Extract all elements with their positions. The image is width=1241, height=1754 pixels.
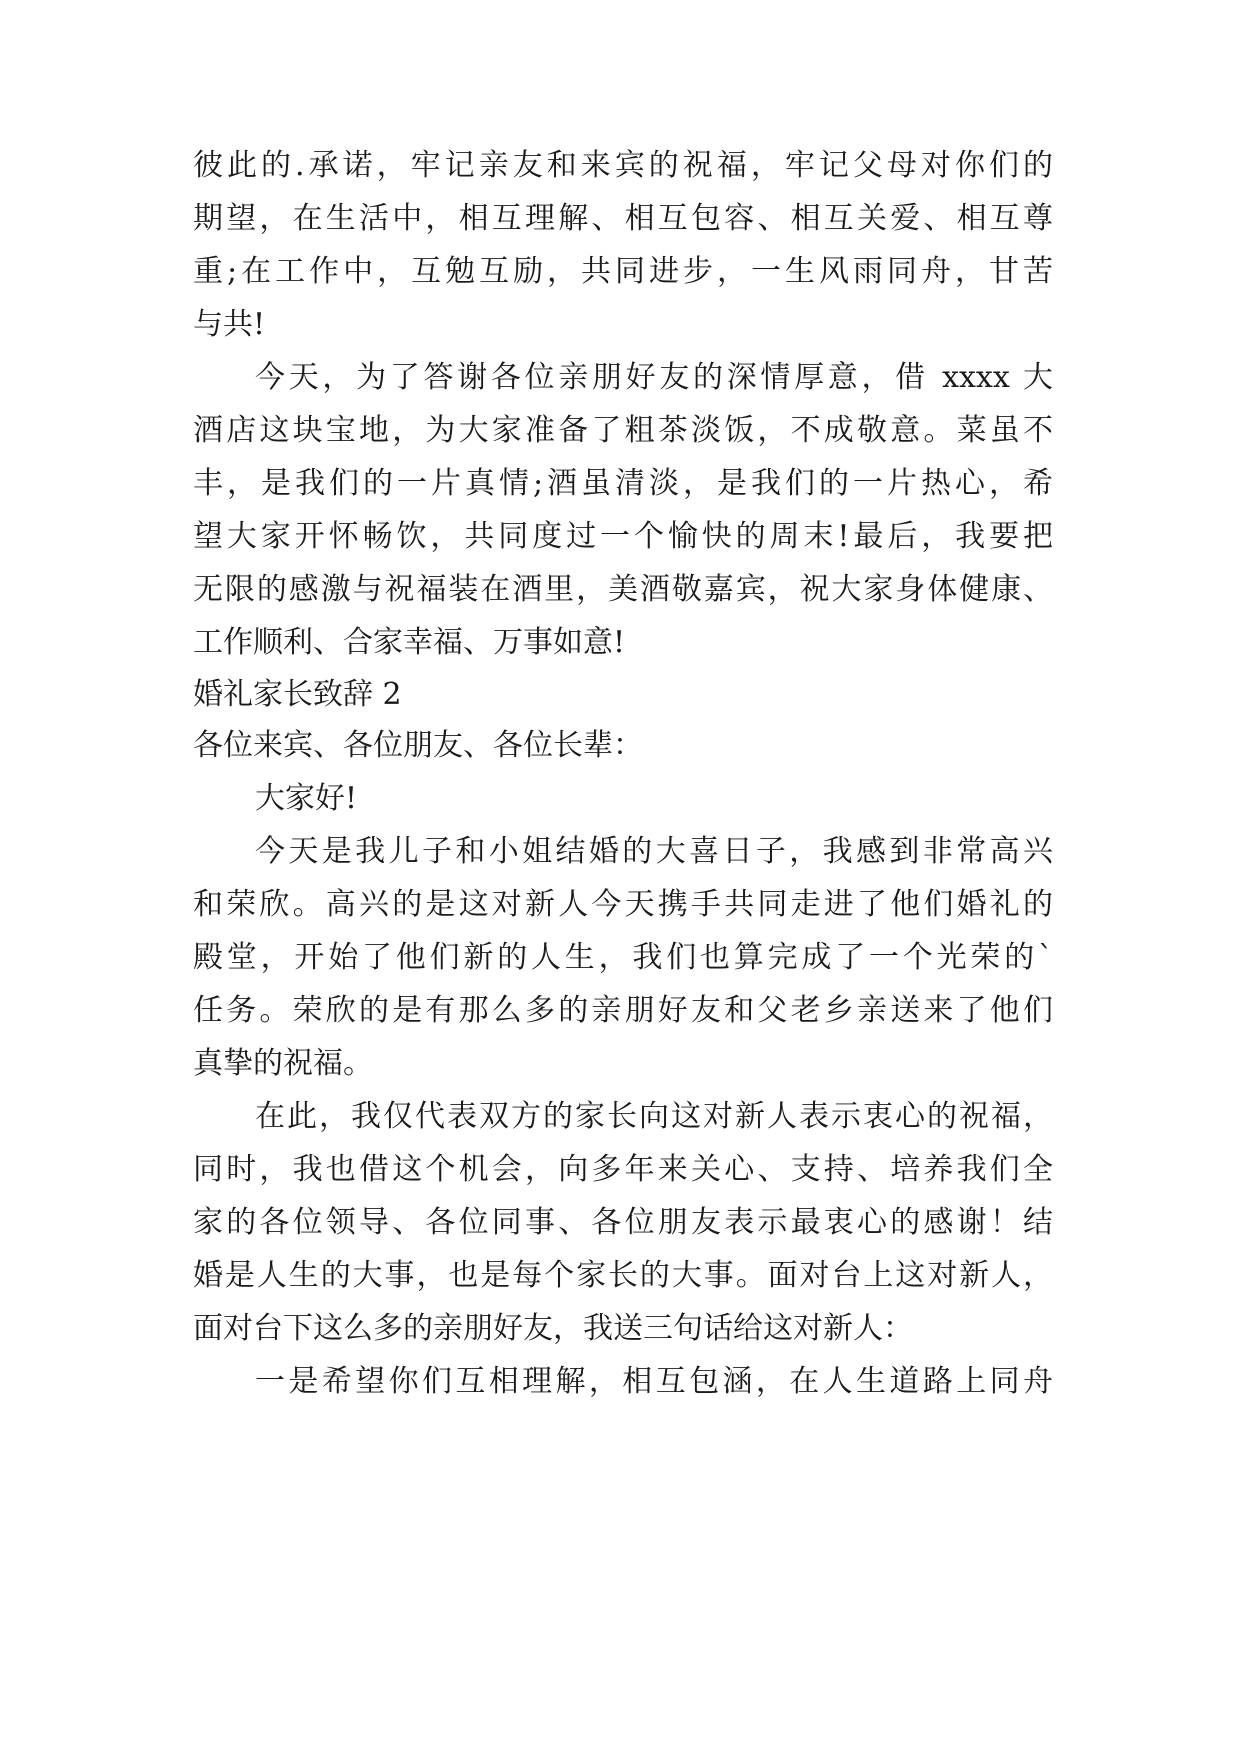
paragraph-line: 望大家开怀畅饮，共同度过一个愉快的周末!最后，我要把	[193, 519, 1053, 554]
paragraph-line: 真挚的祝福。	[193, 1046, 373, 1081]
paragraph-line: 酒店这块宝地，为大家准备了粗茶淡饭，不成敬意。菜虽不	[193, 413, 1053, 448]
paragraph-line: 重;在工作中，互勉互励，共同进步，一生风雨同舟，甘苦	[193, 254, 1053, 289]
paragraph-line: 家的各位领导、各位同事、各位朋友表示最衷心的感谢！结	[193, 1205, 1053, 1240]
paragraph-line: 同时，我也借这个机会，向多年来关心、支持、培养我们全	[193, 1152, 1053, 1187]
salutation: 各位来宾、各位朋友、各位长辈：	[193, 728, 643, 763]
paragraph-line: 彼此的.承诺，牢记亲友和来宾的祝福，牢记父母对你们的	[193, 148, 1053, 183]
paragraph-line: 丰，是我们的一片真情;酒虽清淡，是我们的一片热心，希	[193, 466, 1053, 501]
paragraph-line: 面对台下这么多的亲朋好友，我送三句话给这对新人：	[193, 1311, 913, 1346]
paragraph-line: 和荣欣。高兴的是这对新人今天携手共同走进了他们婚礼的	[193, 887, 1053, 922]
paragraph-line: 一是希望你们互相理解，相互包涵，在人生道路上同舟	[255, 1364, 1053, 1399]
paragraph-line: 殿堂，开始了他们新的人生，我们也算完成了一个光荣的`	[193, 940, 1053, 975]
paragraph-line: 任务。荣欣的是有那么多的亲朋好友和父老乡亲送来了他们	[193, 993, 1053, 1028]
paragraph-line: 今天是我儿子和小姐结婚的大喜日子，我感到非常高兴	[255, 834, 1053, 869]
greeting: 大家好!	[255, 781, 358, 816]
paragraph-line: 工作顺利、合家幸福、万事如意!	[193, 625, 626, 660]
paragraph-line: 今天，为了答谢各位亲朋好友的深情厚意，借 xxxx 大	[255, 360, 1053, 395]
paragraph-line: 在此，我仅代表双方的家长向这对新人表示衷心的祝福，	[255, 1099, 1053, 1134]
section-title: 婚礼家长致辞 2	[193, 677, 402, 712]
paragraph-line: 期望，在生活中，相互理解、相互包容、相互关爱、相互尊	[193, 201, 1053, 236]
paragraph-line: 与共!	[193, 307, 266, 342]
paragraph-line: 婚是人生的大事，也是每个家长的大事。面对台上这对新人，	[193, 1258, 1053, 1293]
paragraph-line: 无限的感激与祝福装在酒里，美酒敬嘉宾，祝大家身体健康、	[193, 572, 1053, 607]
